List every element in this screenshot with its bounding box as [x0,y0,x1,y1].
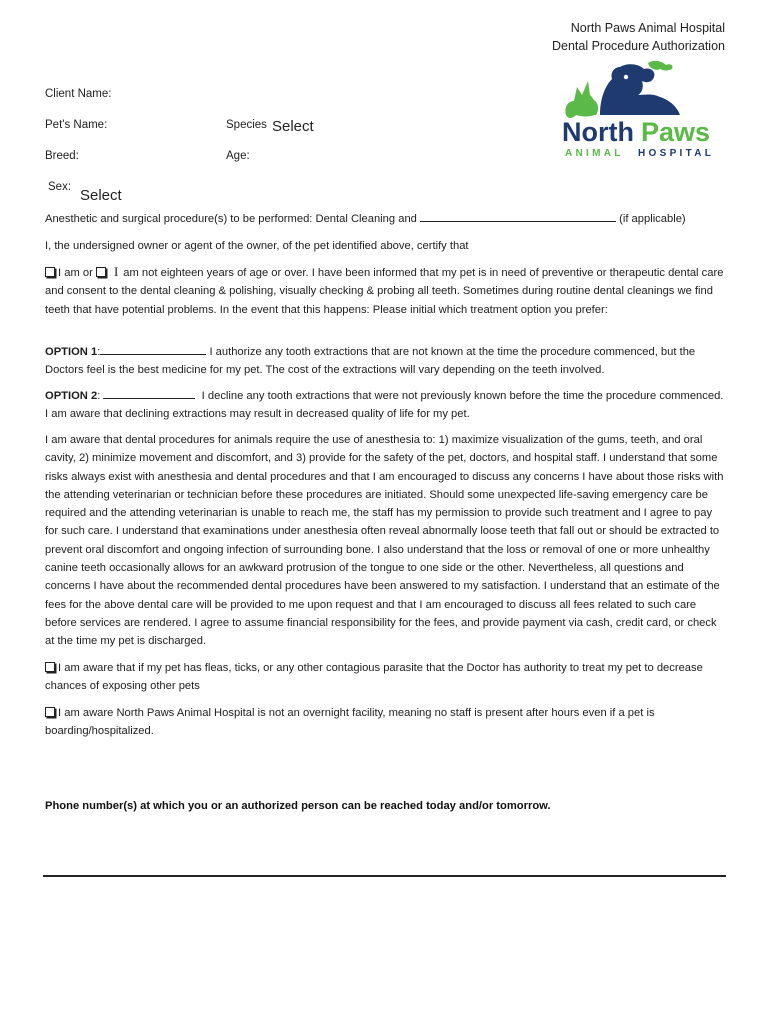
certify-text: I, the undersigned owner or agent of the owner, of the pet identified above, certify that [45,240,469,252]
option1-label: OPTION 1 [45,346,98,358]
parasite-checkbox[interactable] [45,662,55,672]
species-select[interactable]: Select [272,118,314,135]
overnight-checkbox[interactable] [45,707,55,717]
procedure-line [45,210,725,228]
species-label: Species [226,119,267,131]
option1-initial-blank[interactable] [100,345,206,355]
option1-paragraph: OPTION 1: I authorize any tooth extractions that are not known at the time the procedure commenced, but the Doctors feel is the best medicine for my pet. The cost of the extractions will vary depending on the teeth involved. [45,346,696,377]
parasite-text: I am aware that if my pet has fleas, ticks, or any other contagious parasite that the Doctor has authority to treat my pet to decrease chances of exposing other pets [45,662,703,693]
client-name-label: Client Name: [45,88,112,100]
phone-entry-line[interactable] [43,875,726,877]
option2-initial-blank[interactable] [103,389,195,399]
option1-text: I authorize any tooth extractions that are not known at the time the procedure commenced, but the Doctors feel is the best medicine for my pet. The cost of the extractions will vary depending on the teeth involved. [45,346,696,377]
owner-paragraph [45,263,725,319]
procedure-suffix: (if applicable) [619,213,686,225]
text-cursor-icon: I [113,264,119,279]
tagline-animal: ANIMAL [565,148,624,157]
tagline-hospital: HOSPITAL [638,148,715,157]
option2-paragraph: OPTION 2: I decline any tooth extractions that were not previously known before the time the procedure commenced. I am aware that declining extractions may result in decreased quality of life for my pet. [45,390,724,421]
procedure-blank[interactable] [420,212,616,222]
brand-north: North [562,117,634,147]
owner-i-am: I am or [58,267,93,279]
dog-cat-icon [560,57,730,157]
age-label: Age: [226,150,250,162]
sex-label: Sex: [48,181,72,193]
owner-checkbox-not[interactable] [96,267,106,277]
form-title: Dental Procedure Authorization [551,39,725,53]
sex-select[interactable]: Select [80,187,122,204]
breed-label: Breed: [45,150,79,162]
option2-label: OPTION 2 [45,390,98,402]
brand-paws: Paws [641,117,711,147]
clinic-name: North Paws Animal Hospital [570,21,725,35]
overnight-paragraph [45,704,725,741]
anesthesia-paragraph: I am aware that dental procedures for animals require the use of anesthesia to: 1) maximize visualization of the gums, teeth, and oral cavity, 2) minimize movement and discomfort, and 3) provide for the safety of the pet, doctors, and hospital staff. I understand that some risks always exist with anesthesia and dental procedures and that I am encouraged to discuss any concerns I have about those risks with the attending veterinarian or technician before these procedures are initiated. Should some unexpected life-saving emergency care be required and the attending veterinarian is unable to reach me, the staff has my permission to provide such treatment and I agree to pay for such care. I understand that examinations under anesthesia often reveal abnormally loose teeth that fall out or should be extracted to prevent oral discomfort and ongoing infection of surrounding bone. I also understand that the loss or removal of one or more unhealthy canine teeth occasionally allows for an awkward protrusion of the tongue to one side or the other. Nevertheless, all questions and concerns I have about the recommended dental procedures have been answered to my satisfaction. I understand that an estimate of the fees for the above dental care will be provided to me upon request and that I am encouraged to discuss all fees related to such care before services are rendered. I agree to assume financial responsibility for the fees, and provide payment via cash, credit card, or check at the time my pet is discharged. [45,434,724,648]
owner-checkbox-is[interactable] [45,267,55,277]
owner-rest: am not eighteen years of age or over. I have been informed that my pet is in need of preventive or therapeutic dental care and consent to the dental cleaning & polishing, visually checking & probing all teeth. Sometimes during routine dental cleanings we find teeth that have potential problems. In the event that this happens: Please initial which treatment option you prefer: [45,267,724,316]
north-paws-logo [560,57,730,157]
option2-text: I decline any tooth extractions that were not previously known before the time the procedure commenced. I am aware that declining extractions may result in decreased quality of life for my pet. [45,390,724,421]
overnight-text: I am aware North Paws Animal Hospital is not an overnight facility, meaning no staff is present after hours even if a pet is boarding/hospitalized. [45,707,655,738]
pet-name-label: Pet's Name: [45,119,108,131]
phone-prompt: Phone number(s) at which you or an authorized person can be reached today and/or tomorrow. [45,800,551,812]
procedure-prefix: Anesthetic and surgical procedure(s) to be performed: Dental Cleaning and [45,213,417,225]
parasite-paragraph [45,659,725,696]
